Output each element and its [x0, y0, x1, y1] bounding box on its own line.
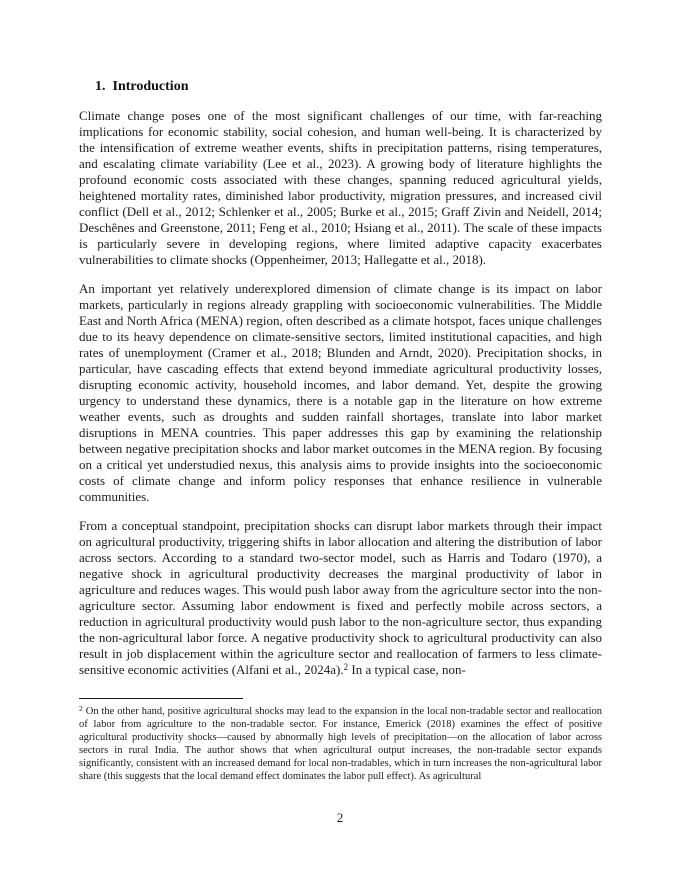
section-number: 1.: [95, 79, 106, 94]
footnote-reference: 2: [343, 662, 349, 672]
footnote: [79, 705, 602, 783]
page-number: 2: [336, 810, 344, 825]
footnote-marker: 2: [79, 704, 83, 713]
footnote-separator: [79, 698, 243, 699]
page-content: [79, 78, 602, 678]
paragraph-mena-labor: An important yet relatively underexplored dimension of climate change is its impact on labor markets, particularly in regions already grappling with socioeconomic vulnerabilities. The Middle East and North Africa (MENA) region, often described as a climate hotspot, faces unique challenges due to its heavy dependence on climate-sensitive sectors, limited institutional capacities, and high rates of unemployment (Cramer et al., 2018; Blunden and Arndt, 2020). Precipitation shocks, in particular, have cascading effects that extend beyond immediate agricultural productivity losses, disrupting economic activity, household incomes, and labor demand. Yet, despite the growing urgency to understand these dynamics, there is a notable gap in the literature on how extreme weather events, such as droughts and sudden rainfall shortages, translate into labor market disruptions in MENA countries. This paper addresses this gap by examining the relationship between negative precipitation shocks and labor market outcomes in the MENA region. By focusing on a critical yet understudied nexus, this analysis aims to provide insights into the socioeconomic costs of climate change and inform policy responses that enhance resilience in vulnerable communities.: [79, 281, 602, 504]
footnote-area: [79, 698, 602, 783]
section-title: Introduction: [112, 79, 189, 94]
paragraph-conceptual: [79, 518, 602, 678]
footnote-text: On the other hand, positive agricultural shocks may lead to the expansion in the local non-tradable sector and reallocation of labor from agriculture to the non-tradable sector. For instance, Emerick (2018) examines the effect of positive agricultural productivity shocks—caused by abnormally high levels of precipitation—on the allocation of labor across sectors in rural India. The author shows that when agricultural output increases, the non-tradable sector expands significantly, consistent with an increased demand for local non-tradables, which in turn increases the non-agricultural labor share (this suggests that the local demand effect dominates the labor pull effect). As agricultural: [79, 706, 602, 782]
page-footer: [0, 810, 680, 826]
section-heading: [95, 78, 602, 96]
paragraph-intro: Climate change poses one of the most significant challenges of our time, with far-reaching implications for economic stability, social cohesion, and human well-being. It is characterized by the intensification of extreme weather events, shifts in precipitation patterns, rising temperatures, and escalating climate variability (Lee et al., 2023). A growing body of literature highlights the profound economic costs associated with these changes, spanning reduced agricultural yields, heightened mortality rates, diminished labor productivity, migration pressures, and increased civil conflict (Dell et al., 2012; Schlenker et al., 2005; Burke et al., 2015; Graff Zivin and Neidell, 2014; Deschênes and Greenstone, 2011; Feng et al., 2010; Hsiang et al., 2011). The scale of these impacts is particularly severe in developing regions, where limited adaptive capacity exacerbates vulnerabilities to climate shocks (Oppenheimer, 2013; Hallegatte et al., 2018).: [79, 108, 602, 267]
paragraph-conceptual-text: From a conceptual standpoint, precipitation shocks can disrupt labor markets through their impact on agricultural productivity, triggering shifts in labor allocation and altering the distribution of labor across sectors. According to a standard two-sector model, such as Harris and Todaro (1970), a negative shock in agricultural productivity decreases the marginal productivity of labor in agriculture and reduces wages. This would push labor away from the agriculture sector into the non-agriculture sector. Assuming labor endowment is fixed and perfectly mobile across sectors, a reduction in agricultural productivity would push labor to the non-agriculture sector, thus expanding the non-agricultural labor force. A negative productivity shock to agricultural productivity can also result in job displacement within the agriculture sector and reallocation of farmers to less climate-sensitive economic activities (Alfani et al., 2024a).: [79, 518, 602, 677]
paragraph-conceptual-continuation: In a typical case, non-: [348, 662, 466, 677]
